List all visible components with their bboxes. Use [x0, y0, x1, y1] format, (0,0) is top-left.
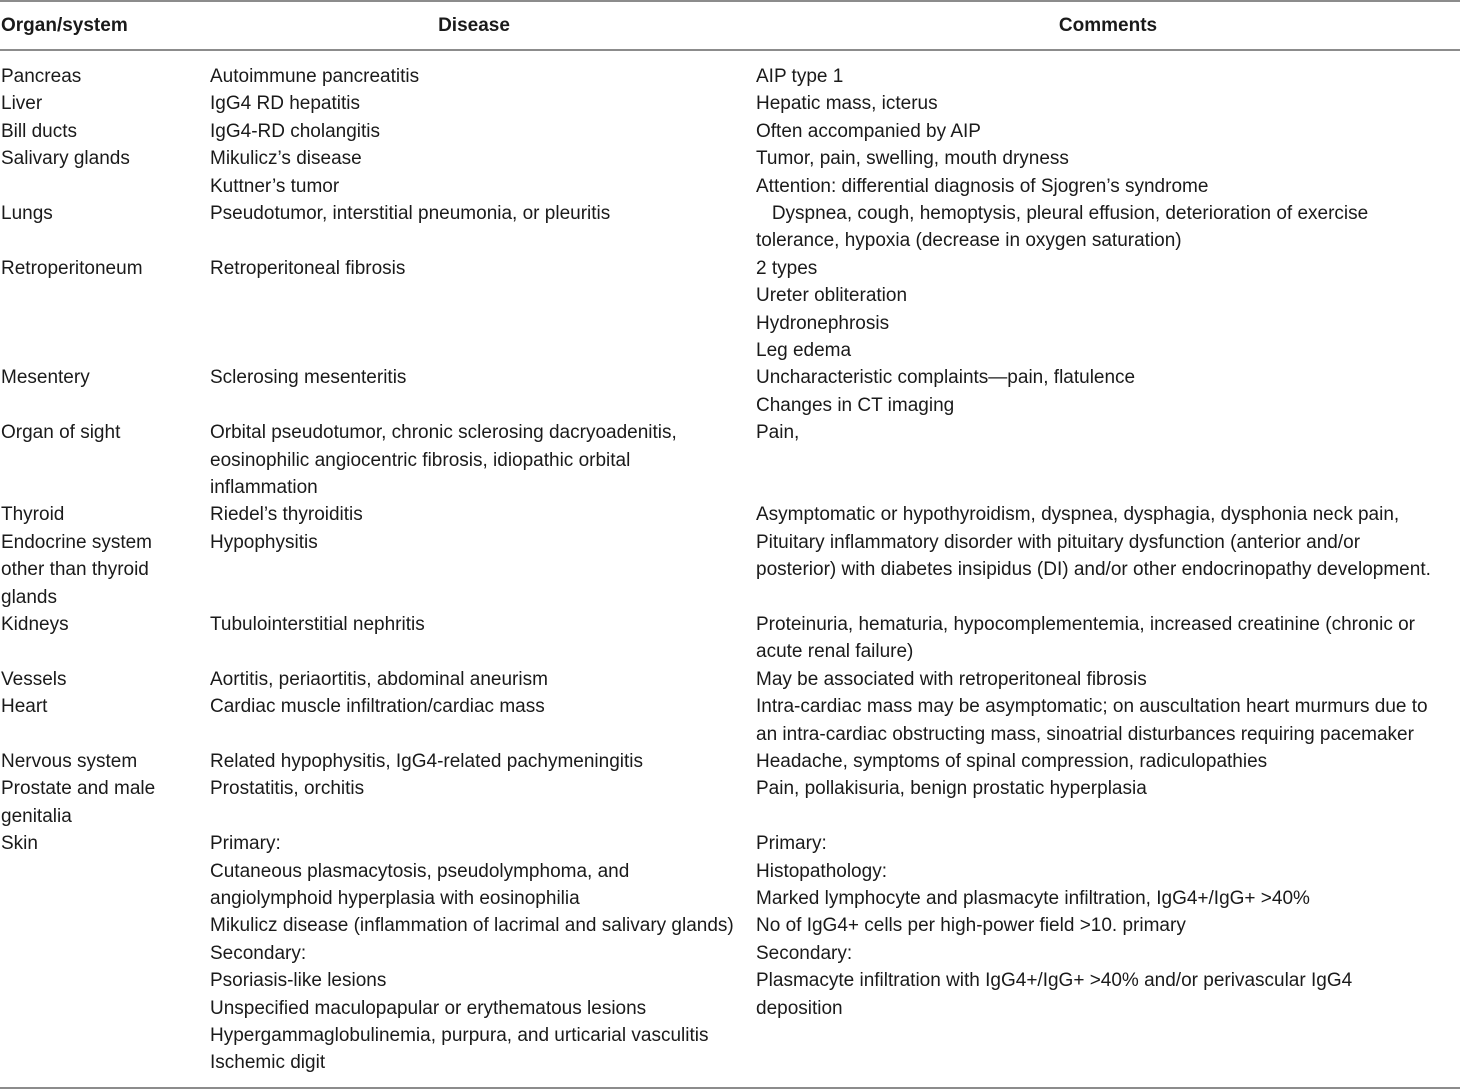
comments-cell: [756, 666, 1147, 693]
comments-cell: [756, 200, 1368, 255]
comments-cell-line: Pain,: [756, 422, 800, 444]
comments-cell-line: Attention: differential diagnosis of Sjogren’s syndrome: [756, 175, 1209, 197]
comments-cell: [756, 611, 1415, 666]
disease-cell-line: Autoimmune pancreatitis: [210, 66, 420, 87]
comments-cell: [756, 775, 1147, 802]
disease-cell-line: Cutaneous plasmacytosis, pseudolymphoma, and: [210, 860, 630, 882]
disease-cell: [210, 666, 548, 693]
comments-cell-line: Changes in CT imaging: [756, 394, 955, 416]
disease-cell-line: Aortitis, periaortitis, abdominal aneurism: [210, 668, 548, 690]
comments-cell-line: 2 types: [756, 257, 818, 279]
disease-cell: [210, 419, 677, 501]
comments-cell-line: Headache, symptoms of spinal compression, radiculopathies: [756, 751, 1268, 772]
organ-cell-line: Retroperitoneum: [1, 257, 143, 279]
organ-cell: [1, 63, 81, 90]
disease-cell-line: Psoriasis-like lesions: [210, 970, 387, 992]
organ-cell: [1, 529, 152, 611]
header-disease: Disease: [438, 15, 510, 36]
disease-cell-line: Tubulointerstitial nephritis: [210, 614, 425, 635]
comments-cell-line: Leg edema: [756, 339, 852, 361]
disease-cell-line: Ischemic digit: [210, 1052, 326, 1074]
disease-cell: [210, 501, 363, 528]
comments-cell-line: Hydronephrosis: [756, 312, 890, 334]
disease-cell: [210, 255, 405, 282]
comments-cell-line: Uncharacteristic complaints—pain, flatulence: [756, 367, 1136, 389]
organ-cell: [1, 830, 38, 857]
organ-cell: [1, 255, 143, 282]
table-top-rule: [0, 0, 1460, 2]
comments-cell: [756, 419, 799, 446]
disease-cell-line: angiolymphoid hyperplasia with eosinophilia: [210, 887, 580, 909]
organ-cell: [1, 501, 64, 528]
header-comments: Comments: [1058, 15, 1158, 36]
disease-cell-line: Sclerosing mesenteritis: [210, 367, 407, 389]
comments-cell-line: Secondary:: [756, 942, 853, 964]
organ-cell-line: Nervous system: [1, 751, 138, 772]
organ-cell-line: Pancreas: [1, 66, 82, 87]
comments-cell-line: Proteinuria, hematuria, hypocomplementemia, increased creatinine (chronic or: [756, 614, 1415, 635]
organ-cell-line: other than thyroid: [1, 559, 149, 581]
disease-cell: [210, 748, 643, 775]
disease-cell: [210, 200, 610, 227]
disease-cell-line: Primary:: [210, 833, 281, 855]
comments-cell-line: Marked lymphocyte and plasmacyte infiltration, IgG4+/IgG+ >40%: [756, 887, 1310, 909]
comments-cell: [756, 693, 1428, 748]
disease-cell: [210, 775, 364, 802]
comments-cell: [756, 364, 1135, 419]
comments-cell-line: No of IgG4+ cells per high-power field >10. primary: [756, 915, 1186, 937]
disease-cell: [210, 63, 419, 90]
disease-cell-line: Pseudotumor, interstitial pneumonia, or pleuritis: [210, 203, 611, 224]
disease-cell: [210, 364, 406, 391]
organ-cell-line: genitalia: [1, 805, 72, 827]
disease-cell: [210, 693, 545, 720]
organ-cell-line: Prostate and male: [1, 778, 156, 800]
disease-cell-line: Unspecified maculopapular or erythematous lesions: [210, 997, 647, 1019]
disease-cell: [210, 90, 360, 117]
header-bottom-rule: [0, 49, 1460, 51]
organ-cell-line: Vessels: [1, 668, 67, 690]
disease-cell: [210, 529, 318, 556]
organ-cell: [1, 666, 66, 693]
comments-cell: [756, 90, 938, 117]
organ-cell: [1, 693, 47, 720]
comments-cell-line: AIP type 1: [756, 66, 844, 87]
organ-cell-line: Endocrine system: [1, 531, 153, 553]
table-bottom-rule: [0, 1087, 1460, 1089]
comments-cell-line: tolerance, hypoxia (decrease in oxygen saturation): [756, 230, 1182, 252]
organ-cell: [1, 419, 120, 446]
comments-cell-line: May be associated with retroperitoneal fibrosis: [756, 668, 1147, 690]
organ-cell: [1, 748, 137, 775]
comments-cell-line: Asymptomatic or hypothyroidism, dyspnea, dysphagia, dysphonia neck pain,: [756, 504, 1400, 526]
organ-cell-line: Liver: [1, 93, 43, 115]
comments-cell-line: Dyspnea, cough, hemoptysis, pleural effusion, deterioration of exercise: [756, 203, 1369, 224]
disease-cell: [210, 118, 380, 145]
organ-cell: [1, 90, 42, 117]
disease-cell: [210, 830, 734, 1077]
comments-cell-line: acute renal failure): [756, 641, 914, 663]
comments-cell-line: Histopathology:: [756, 860, 887, 882]
organ-cell-line: Mesentery: [1, 367, 90, 389]
organ-cell-line: Thyroid: [1, 504, 65, 526]
organ-cell: [1, 364, 90, 391]
organ-cell-line: Bill ducts: [1, 120, 78, 142]
disease-cell: [210, 611, 425, 638]
comments-cell-line: Plasmacyte infiltration with IgG4+/IgG+ >40% and/or perivascular IgG4: [756, 970, 1353, 992]
organ-cell-line: Salivary glands: [1, 148, 130, 170]
disease-cell-line: Cardiac muscle infiltration/cardiac mass: [210, 696, 545, 718]
comments-cell: [756, 529, 1431, 584]
organ-cell: [1, 145, 130, 172]
comments-cell-line: Often accompanied by AIP: [756, 120, 981, 142]
disease-cell-line: Hypophysitis: [210, 531, 318, 553]
disease-cell-line: Secondary:: [210, 942, 307, 964]
comments-cell-line: Pain, pollakisuria, benign prostatic hyperplasia: [756, 778, 1147, 800]
organ-cell: [1, 775, 155, 830]
disease-cell-line: Orbital pseudotumor, chronic sclerosing dacryoadenitis,: [210, 422, 677, 444]
comments-cell-line: Hepatic mass, icterus: [756, 93, 938, 115]
organ-cell: [1, 118, 77, 145]
disease-cell-line: Kuttner’s tumor: [210, 175, 340, 197]
disease-cell-line: IgG4-RD cholangitis: [210, 120, 381, 142]
comments-cell-line: an intra-cardiac obstructing mass, sinoatrial disturbances requiring pacemaker: [756, 723, 1414, 745]
comments-cell-line: Primary:: [756, 833, 827, 855]
disease-cell-line: Prostatitis, orchitis: [210, 778, 365, 800]
organ-cell-line: Lungs: [1, 203, 53, 224]
comments-cell: [756, 830, 1352, 1022]
disease-cell-line: Retroperitoneal fibrosis: [210, 257, 406, 279]
disease-cell-line: IgG4 RD hepatitis: [210, 93, 360, 115]
comments-cell-line: Pituitary inflammatory disorder with pituitary dysfunction (anterior and/or: [756, 531, 1361, 553]
organ-cell: [1, 200, 53, 227]
comments-cell-line: deposition: [756, 997, 843, 1019]
organ-cell-line: Organ of sight: [1, 422, 121, 444]
disease-cell-line: eosinophilic angiocentric fibrosis, idiopathic orbital: [210, 449, 631, 471]
organ-cell-line: Heart: [1, 696, 48, 718]
organ-cell-line: Skin: [1, 833, 38, 855]
comments-cell: [756, 63, 843, 90]
disease-cell-line: inflammation: [210, 476, 318, 498]
comments-cell: [756, 501, 1399, 528]
comments-cell: [756, 255, 907, 365]
disease-cell-line: Riedel’s thyroiditis: [210, 504, 363, 526]
comments-cell-line: posterior) with diabetes insipidus (DI) and/or other endocrinopathy development.: [756, 559, 1431, 581]
comments-cell: [756, 118, 981, 145]
comments-cell: [756, 748, 1267, 775]
comments-cell-line: Tumor, pain, swelling, mouth dryness: [756, 148, 1069, 170]
disease-cell-line: Related hypophysitis, IgG4-related pachymeningitis: [210, 751, 644, 772]
disease-cell-line: Hypergammaglobulinemia, purpura, and urticarial vasculitis: [210, 1024, 709, 1046]
comments-cell-line: Ureter obliteration: [756, 285, 908, 307]
organ-cell: [1, 611, 69, 638]
organ-cell-line: glands: [1, 586, 57, 608]
header-organ-system: Organ/system: [1, 15, 128, 36]
comments-cell: [756, 145, 1208, 200]
disease-cell-line: Mikulicz disease (inflammation of lacrimal and salivary glands): [210, 915, 734, 937]
disease-cell: [210, 145, 362, 200]
comments-cell-line: Intra-cardiac mass may be asymptomatic; on auscultation heart murmurs due to: [756, 696, 1428, 718]
disease-cell-line: Mikulicz’s disease: [210, 148, 362, 170]
organ-cell-line: Kidneys: [1, 614, 69, 635]
